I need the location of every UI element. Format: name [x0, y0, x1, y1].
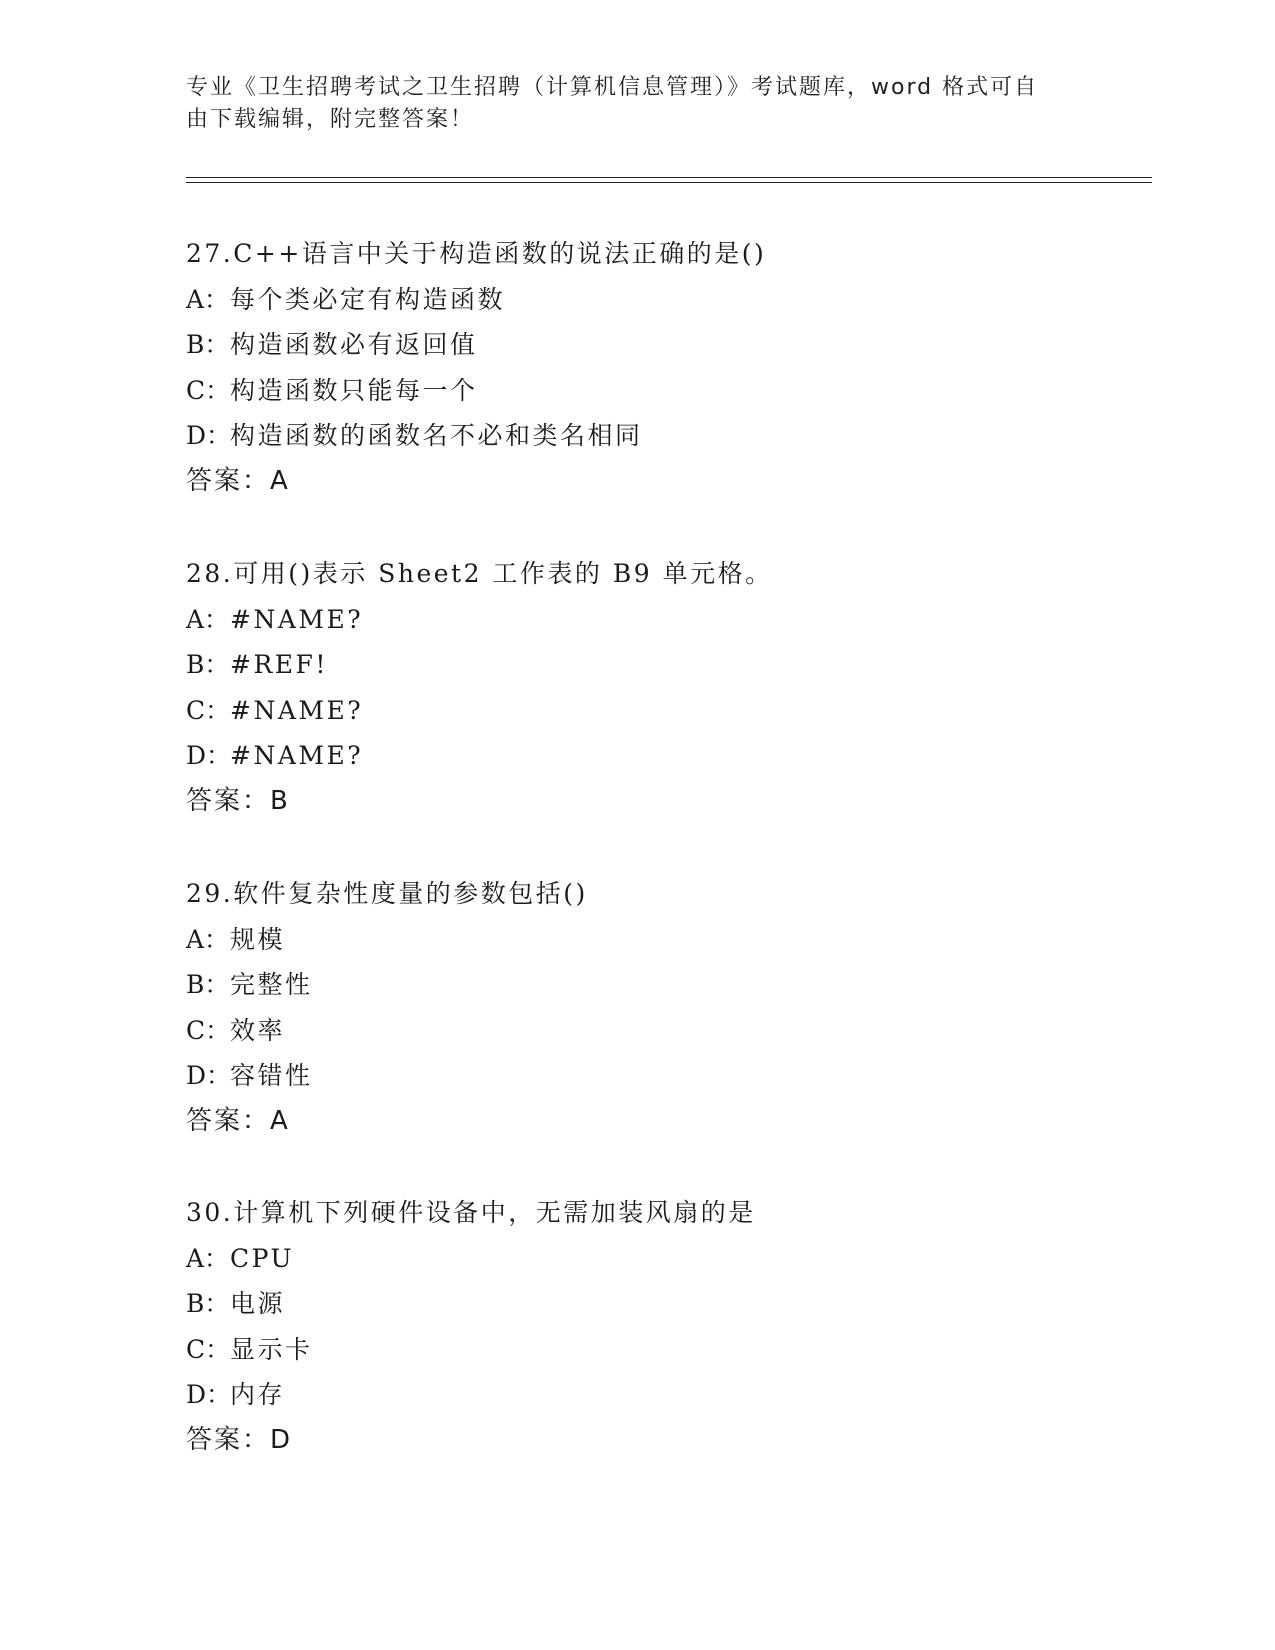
- option-b: [186, 322, 1146, 368]
- option-text: 构造函数必有返回值: [230, 330, 478, 359]
- option-a: [186, 597, 1146, 643]
- header-line-2: 由下载编辑，附完整答案！: [186, 107, 475, 132]
- option-text: 完整性: [230, 970, 313, 999]
- option-c: [186, 368, 1146, 414]
- option-text: 电源: [230, 1289, 286, 1318]
- question-stem: 29.软件复杂性度量的参数包括(): [186, 879, 588, 908]
- question-stem: 30.计算机下列硬件设备中，无需加装风扇的是: [186, 1198, 756, 1227]
- option-text: #NAME?: [230, 741, 364, 770]
- option-d: [186, 733, 1146, 779]
- answer-line: 答案：B: [186, 785, 290, 816]
- option-text: 每个类必定有构造函数: [230, 284, 506, 314]
- option-text: 构造函数的函数名不必和类名相同: [230, 421, 643, 450]
- option-d: [186, 1372, 1146, 1418]
- question-28: [186, 551, 1146, 824]
- option-text: 效率: [230, 1015, 286, 1045]
- answer-line: 答案：A: [186, 465, 290, 496]
- option-label: D：: [186, 1061, 232, 1090]
- answer-line: 答案：A: [186, 1105, 290, 1136]
- header-divider-top: [186, 177, 1152, 178]
- option-label: D：: [186, 421, 232, 450]
- option-a: [186, 1236, 1146, 1282]
- option-c: [186, 1008, 1146, 1054]
- option-label: D：: [186, 741, 232, 770]
- option-a: [186, 917, 1146, 963]
- question-29: [186, 871, 1146, 1144]
- option-label: C：: [186, 1334, 231, 1364]
- question-30: [186, 1190, 1146, 1463]
- option-label: B：: [186, 330, 230, 359]
- question-stem: 28.可用()表示 Sheet2 工作表的 B9 单元格。: [186, 559, 773, 588]
- option-label: B：: [186, 970, 230, 999]
- option-text: 规模: [230, 924, 286, 954]
- option-b: [186, 642, 1146, 688]
- option-text: #NAME?: [230, 695, 364, 725]
- option-b: [186, 1281, 1146, 1327]
- option-label: A：: [186, 604, 230, 634]
- option-c: [186, 688, 1146, 734]
- option-label: C：: [186, 695, 231, 725]
- answer-line: 答案：D: [186, 1424, 293, 1455]
- option-label: D：: [186, 1380, 232, 1409]
- option-label: C：: [186, 375, 231, 405]
- option-label: A：: [186, 924, 230, 954]
- option-label: C：: [186, 1015, 231, 1045]
- option-text: 显示卡: [230, 1334, 313, 1364]
- option-text: CPU: [230, 1243, 295, 1273]
- option-text: #REF!: [230, 650, 328, 679]
- option-label: B：: [186, 650, 230, 679]
- option-c: [186, 1327, 1146, 1373]
- option-text: 构造函数只能每一个: [230, 375, 478, 405]
- option-text: 容错性: [230, 1061, 313, 1090]
- option-text: 内存: [230, 1380, 286, 1409]
- question-27: [186, 231, 1146, 504]
- header-line-1: 专业《卫生招聘考试之卫生招聘（计算机信息管理）》考试题库，word 格式可自: [186, 75, 1039, 100]
- option-b: [186, 962, 1146, 1008]
- option-d: [186, 1053, 1146, 1099]
- option-label: A：: [186, 1243, 230, 1273]
- option-text: #NAME?: [230, 604, 364, 634]
- option-d: [186, 413, 1146, 459]
- option-label: B：: [186, 1289, 230, 1318]
- document-header: [186, 72, 1066, 136]
- option-a: [186, 277, 1146, 323]
- question-stem: 27.C++语言中关于构造函数的说法正确的是(): [186, 239, 767, 268]
- header-divider-bottom: [186, 182, 1152, 183]
- option-label: A：: [186, 284, 230, 314]
